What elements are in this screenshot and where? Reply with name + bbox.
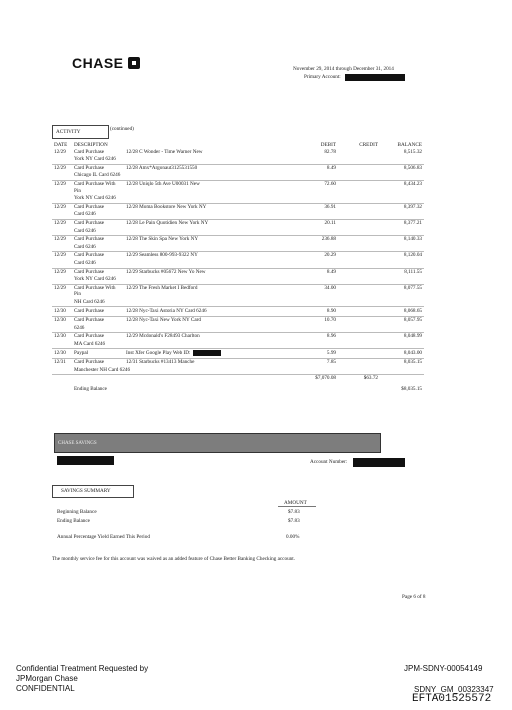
col-date: DATE bbox=[54, 142, 68, 148]
row-debit: 34.00 bbox=[324, 284, 336, 291]
redacted-web-id bbox=[193, 350, 221, 356]
primary-account bbox=[304, 74, 405, 81]
row-credit bbox=[338, 317, 380, 324]
row-date: 12/29 bbox=[54, 219, 66, 226]
table-row-continuation bbox=[52, 298, 424, 307]
row-balance: 8,434.23 bbox=[403, 180, 422, 187]
row-type: Paypal bbox=[72, 349, 124, 359]
row-balance: 8,397.32 bbox=[403, 203, 422, 210]
apy-label: Annual Percentage Yield Earned This Period bbox=[57, 534, 150, 540]
row-description: 12/29 Seamless 800-993-9322 NY bbox=[126, 252, 198, 259]
row-date: 12/31 bbox=[54, 359, 66, 366]
col-description: DESCRIPTION bbox=[74, 142, 108, 148]
row-debit: 8.49 bbox=[326, 164, 336, 171]
bank-name: CHASE bbox=[72, 55, 124, 71]
table-row bbox=[52, 268, 424, 275]
row-debit: 82.78 bbox=[324, 148, 336, 155]
row-description-continued: Card 6246 bbox=[72, 259, 424, 268]
row-credit bbox=[338, 236, 380, 243]
table-row-continuation bbox=[52, 366, 424, 375]
redacted-account-holder bbox=[57, 456, 114, 465]
row-type: Card Purchase bbox=[74, 203, 105, 210]
primary-account-label: Primary Account: bbox=[304, 74, 341, 81]
table-row bbox=[52, 333, 424, 340]
beginning-balance-label: Beginning Balance bbox=[57, 509, 97, 515]
row-description: 12/28 Nyc-Taxi New York NY Card bbox=[126, 317, 201, 324]
ending-balance-label: Ending Balance bbox=[74, 386, 107, 392]
row-debit: 8.90 bbox=[284, 307, 338, 317]
row-credit bbox=[338, 349, 380, 359]
row-credit bbox=[338, 284, 380, 298]
row-date: 12/29 bbox=[54, 268, 66, 275]
row-description-text: Inst Xfer Google Play Web ID: bbox=[126, 350, 191, 357]
row-type: Card Purchase bbox=[72, 307, 124, 317]
row-description-continued: Card 6246 bbox=[72, 227, 424, 236]
beginning-balance-value: $7.83 bbox=[288, 509, 300, 515]
table-row bbox=[52, 236, 424, 243]
footer-line-1: Confidential Treatment Requested by bbox=[16, 664, 149, 673]
table-row-continuation bbox=[52, 227, 424, 236]
row-description: 12/28 Le Pain Quotidien New York NY bbox=[126, 219, 209, 226]
row-description-continued: Chicago IL Card 6246 bbox=[72, 171, 424, 180]
row-date: 12/29 bbox=[54, 164, 66, 171]
activity-heading-box bbox=[52, 125, 109, 139]
row-date: 12/29 bbox=[54, 203, 66, 210]
row-type: Card Purchase bbox=[74, 236, 105, 243]
activity-continued: (continued) bbox=[110, 126, 134, 132]
row-credit bbox=[338, 268, 380, 275]
row-debit: 20.11 bbox=[324, 219, 336, 226]
row-description: 12/31 Starbucks #13413 Manche bbox=[126, 359, 195, 366]
row-balance: 8,140.33 bbox=[403, 236, 422, 243]
row-debit: 5.99 bbox=[284, 349, 338, 359]
row-description: 12/28 The Skin Spa New York NY bbox=[126, 236, 199, 243]
row-description-continued: York NY Card 6246 bbox=[72, 275, 424, 284]
row-date: 12/30 bbox=[52, 307, 72, 317]
period-start: November 29, 2014 bbox=[293, 66, 335, 72]
row-description: 12/28 Amx*Argonaut3125531550 bbox=[126, 164, 198, 171]
row-type: Card Purchase bbox=[74, 359, 105, 366]
row-balance: 8,120.04 bbox=[403, 252, 422, 259]
amount-label: AMOUNT bbox=[284, 500, 307, 506]
row-date: 12/29 bbox=[54, 252, 66, 259]
statement-period bbox=[293, 66, 394, 73]
row-credit bbox=[338, 333, 380, 340]
row-credit bbox=[338, 164, 380, 171]
totals-row bbox=[52, 375, 424, 382]
confidential-footer bbox=[16, 664, 148, 694]
table-row-continuation bbox=[52, 210, 424, 219]
row-type: Card Purchase bbox=[74, 333, 105, 340]
chase-logo bbox=[72, 55, 140, 71]
row-credit bbox=[338, 307, 380, 317]
row-balance: 8,057.95 bbox=[403, 317, 422, 324]
row-description-continued: Manchester NH Card 6246 bbox=[72, 366, 424, 375]
apy-value: 0.00% bbox=[286, 534, 300, 540]
period-through: through bbox=[335, 66, 352, 72]
table-row-continuation bbox=[52, 171, 424, 180]
table-row bbox=[52, 307, 424, 317]
savings-summary-heading: SAVINGS SUMMARY bbox=[61, 488, 111, 495]
row-type: Card Purchase bbox=[74, 148, 105, 155]
row-date: 12/30 bbox=[52, 349, 72, 359]
row-description-continued: York NY Card 6246 bbox=[72, 194, 424, 203]
row-description: 12/28 C Wonder - Time Warner New bbox=[126, 148, 203, 155]
table-row bbox=[52, 149, 424, 156]
table-row-continuation bbox=[52, 243, 424, 252]
row-description-continued: 6246 bbox=[72, 324, 424, 333]
table-row bbox=[52, 164, 424, 171]
row-type: Card Purchase bbox=[74, 164, 105, 171]
col-debit: DEBIT bbox=[320, 142, 336, 148]
row-description: 12/28 Nyc-Taxi Astoria NY Card 6246 bbox=[124, 307, 284, 317]
bates-number-2: SDNY_GM_00323347 bbox=[414, 685, 494, 694]
row-type: Card Purchase bbox=[74, 219, 105, 226]
row-description-continued: NH Card 6246 bbox=[72, 298, 424, 307]
row-balance: 8,515.32 bbox=[403, 148, 422, 155]
row-debit: 10.70 bbox=[324, 317, 336, 324]
row-balance: 8,377.21 bbox=[403, 219, 422, 226]
efta-number: EFTA01525572 bbox=[412, 693, 492, 705]
savings-header-bar bbox=[54, 433, 381, 453]
row-description-continued: Card 6246 bbox=[72, 210, 424, 219]
table-row bbox=[52, 284, 424, 298]
row-description-continued: Card 6246 bbox=[72, 243, 424, 252]
row-debit: 36.91 bbox=[324, 203, 336, 210]
row-balance: 8,048.99 bbox=[403, 333, 422, 340]
row-debit: 20.29 bbox=[324, 252, 336, 259]
col-credit: CREDIT bbox=[359, 142, 378, 148]
row-balance: 8,111.55 bbox=[404, 268, 422, 275]
ending-balance-row bbox=[52, 382, 424, 393]
table-row bbox=[52, 180, 424, 194]
account-number-label: Account Number: bbox=[310, 459, 348, 466]
row-type: Card Purchase bbox=[74, 252, 105, 259]
table-row-continuation bbox=[52, 275, 424, 284]
row-type: Card Purchase With Pin bbox=[74, 180, 116, 194]
row-date: 12/29 bbox=[54, 236, 66, 243]
row-description: 12/28 Moma Bookstore New York NY bbox=[126, 203, 207, 210]
row-description bbox=[124, 349, 284, 359]
row-credit bbox=[338, 180, 380, 194]
page-number: Page 6 of 8 bbox=[402, 594, 426, 600]
row-credit bbox=[338, 149, 380, 156]
ending-balance-label-savings: Ending Balance bbox=[57, 518, 90, 524]
row-debit: 236.88 bbox=[321, 236, 336, 243]
savings-account-number bbox=[310, 458, 405, 467]
row-description-continued: York NY Card 6246 bbox=[72, 155, 424, 164]
octagon-logo-icon bbox=[128, 57, 140, 69]
total-debit: $7,070.08 bbox=[284, 375, 338, 382]
row-balance: 8,077.55 bbox=[403, 284, 422, 291]
row-balance: 8,043.00 bbox=[380, 349, 424, 359]
activity-rows bbox=[52, 149, 424, 375]
row-date: 12/30 bbox=[54, 333, 66, 340]
row-description: 12/29 The Fresh Market I Bedford bbox=[126, 284, 198, 291]
table-row bbox=[52, 252, 424, 259]
row-credit bbox=[338, 203, 380, 210]
row-description: 12/29 Starbucks #05672 New Yo New bbox=[126, 268, 206, 275]
table-row-continuation bbox=[52, 324, 424, 333]
table-row bbox=[52, 317, 424, 324]
savings-summary-box bbox=[52, 485, 134, 498]
activity-table-wrap bbox=[52, 142, 424, 393]
row-description: 12/29 Mcdonald's F28493 Charlton bbox=[126, 333, 200, 340]
row-type: Card Purchase With Pin bbox=[74, 284, 116, 298]
table-row bbox=[52, 359, 424, 366]
row-debit: 8.96 bbox=[326, 333, 336, 340]
footer-line-3: CONFIDENTIAL bbox=[16, 684, 75, 693]
activity-table bbox=[52, 142, 424, 393]
row-description-continued: MA Card 6246 bbox=[72, 340, 424, 349]
row-balance: 8,506.83 bbox=[403, 164, 422, 171]
savings-header: CHASE SAVINGS bbox=[58, 440, 97, 446]
row-date: 12/30 bbox=[54, 317, 66, 324]
col-balance: BALANCE bbox=[397, 142, 422, 148]
period-end: December 31, 2014 bbox=[353, 66, 394, 72]
row-date: 12/29 bbox=[54, 180, 66, 187]
row-credit bbox=[338, 252, 380, 259]
table-header bbox=[52, 142, 424, 149]
table-row bbox=[52, 219, 424, 226]
service-fee-note: The monthly service fee for this account was waived as an added feature of Chase Better Banking Checking account. bbox=[52, 556, 296, 562]
row-balance: 8,035.15 bbox=[403, 359, 422, 366]
table-row bbox=[52, 349, 424, 359]
row-type: Card Purchase bbox=[74, 317, 105, 324]
table-row-continuation bbox=[52, 259, 424, 268]
activity-heading: ACTIVITY bbox=[56, 128, 81, 135]
ending-balance-value: $8,035.15 bbox=[401, 386, 422, 392]
row-balance: 8,068.65 bbox=[380, 307, 424, 317]
redacted-savings-account bbox=[353, 458, 405, 467]
row-date: 12/29 bbox=[54, 148, 66, 155]
table-row bbox=[52, 203, 424, 210]
total-credit: $63.72 bbox=[338, 375, 380, 382]
amount-underline bbox=[278, 506, 316, 507]
row-type: Card Purchase bbox=[74, 268, 105, 275]
ending-balance-value-savings: $7.83 bbox=[288, 518, 300, 524]
row-debit: 7.85 bbox=[326, 359, 336, 366]
row-debit: 72.60 bbox=[324, 180, 336, 187]
redacted-account-number bbox=[345, 74, 405, 81]
row-credit bbox=[338, 219, 380, 226]
row-credit bbox=[338, 359, 380, 366]
table-row-continuation bbox=[52, 340, 424, 349]
bates-number-1: JPM-SDNY-00054149 bbox=[404, 664, 483, 673]
row-description: 12/28 Uniqlo 5th Ave U00031 New bbox=[126, 180, 200, 187]
row-date: 12/29 bbox=[54, 284, 66, 291]
footer-line-2: JPMorgan Chase bbox=[16, 674, 78, 683]
row-debit: 8.49 bbox=[326, 268, 336, 275]
table-row-continuation bbox=[52, 194, 424, 203]
table-row-continuation bbox=[52, 155, 424, 164]
